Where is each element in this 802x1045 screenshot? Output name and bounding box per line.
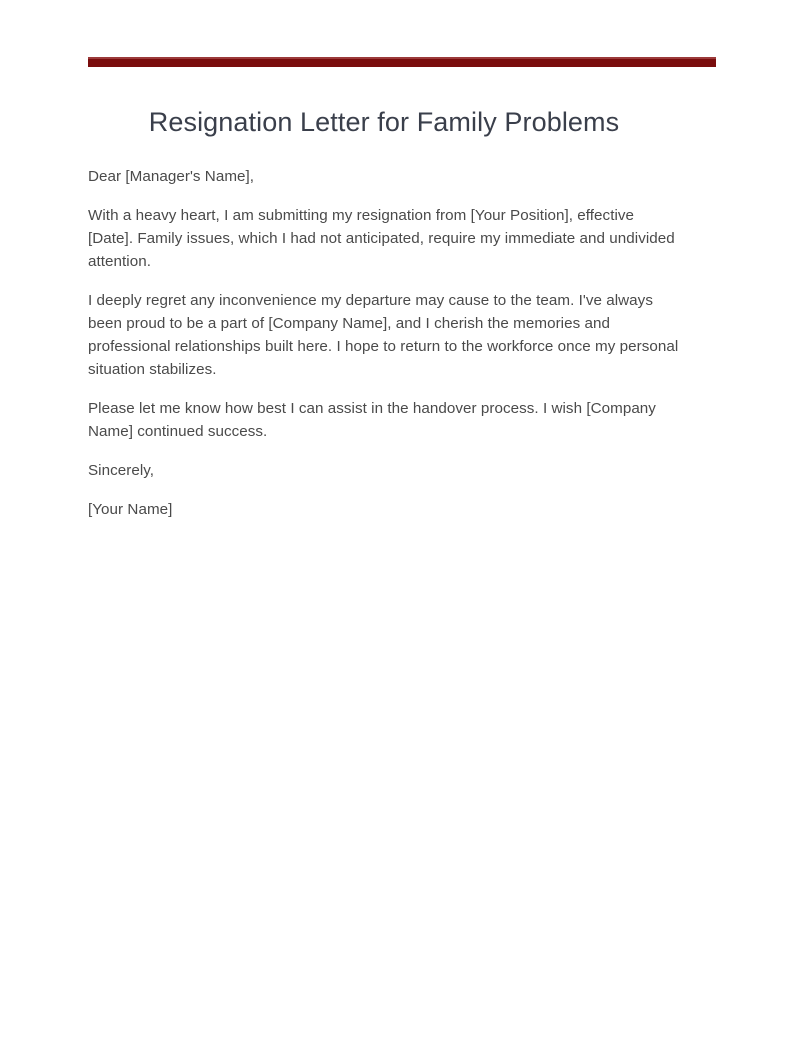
header-accent-rule: [88, 57, 716, 67]
letter-paragraph-1: With a heavy heart, I am submitting my resignation from [Your Position], effective [Date]. Family issues, which I had not anticipated, require my immediate and undivided attention.: [88, 207, 675, 270]
page-title: Resignation Letter for Family Problems: [148, 107, 620, 137]
letter-paragraph-2: I deeply regret any inconvenience my departure may cause to the team. I've always been proud to be a part of [Company Name], and I cherish the memories and professional relationships built here. I hope to return to the workforce once my personal situation stabilizes.: [88, 292, 679, 378]
letter-paragraph-3: Please let me know how best I can assist in the handover process. I wish [Company Name] continued success.: [88, 400, 656, 440]
letter-closing: Sincerely,: [88, 462, 155, 479]
letter-salutation: Dear [Manager's Name],: [88, 168, 255, 185]
letter-body: [88, 165, 682, 521]
letter-signature: [Your Name]: [88, 501, 173, 518]
